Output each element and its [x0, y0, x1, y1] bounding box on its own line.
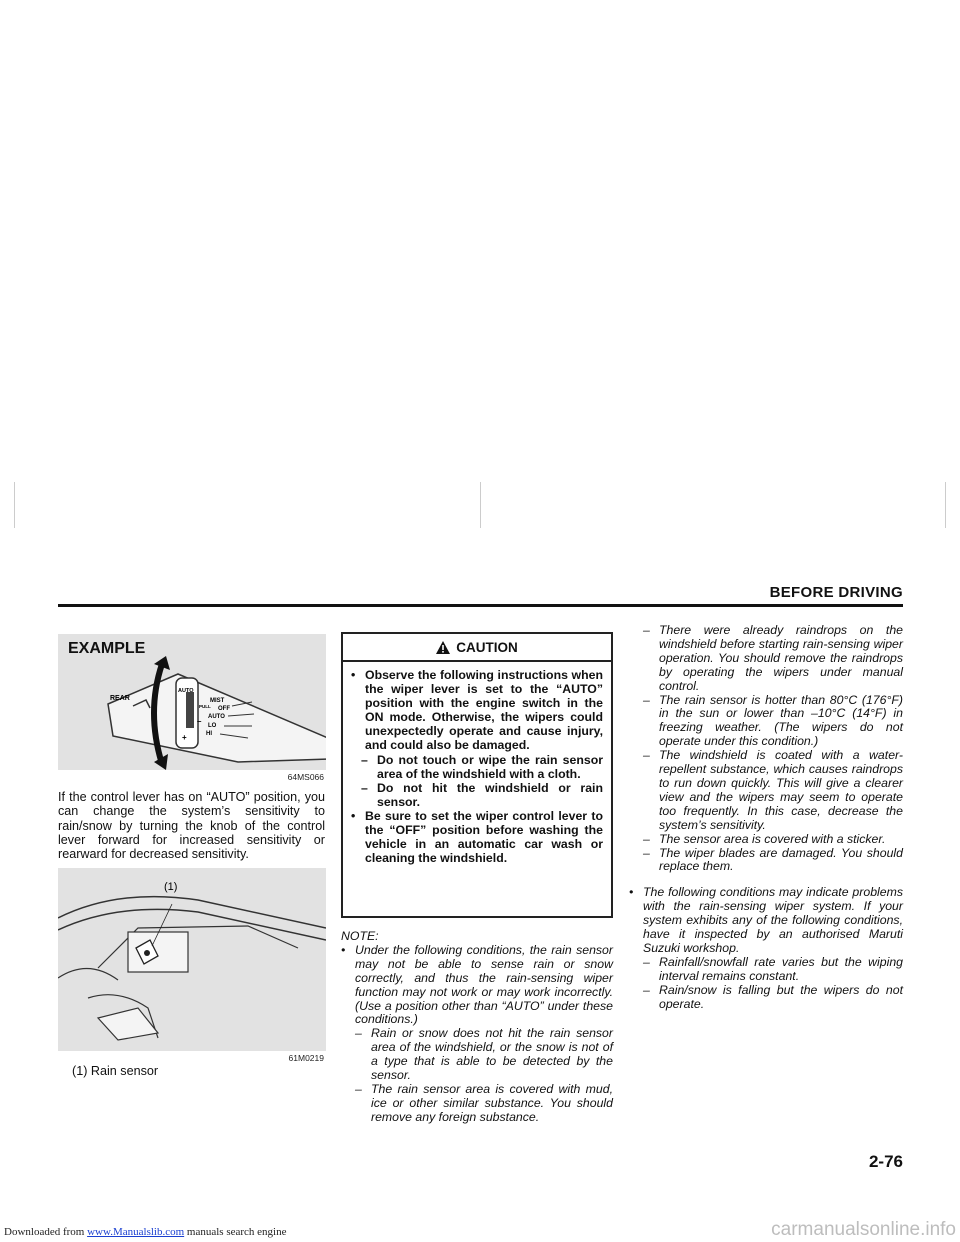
note-item: • Under the following conditions, the rain sensor may not be able to sense rain or snow correctly, and thus the rain-sensing wiper function may not work or may work incorrectly. (Use a position other than “AUTO” under these conditions.) — [341, 942, 613, 1027]
caution-item: • Be sure to set the wiper control lever to the “OFF” position before washing the vehicle in an automatic car wash or cleaning the windshield. — [351, 809, 603, 865]
note-subitem: – The windshield is coated with a water-repellent substance, which causes raindrops to run down quickly. This will give a clearer view and the wipers may seem to operate too frequently. In this case, decrease the system’s sensitivity. — [643, 748, 903, 832]
footer-suffix: manuals search engine — [184, 1226, 287, 1238]
auto-knob-label: AUTO — [178, 688, 194, 694]
rain-sensor-figure — [58, 868, 326, 1063]
note-subitem: – Rain or snow does not hit the rain sensor area of the windshield, or the snow is not of a type that is able to be detected by the sensor. — [355, 1026, 613, 1083]
crop-mark — [480, 482, 481, 528]
plus-label: + — [182, 733, 187, 742]
rear-label: REAR — [110, 695, 130, 702]
caution-body — [343, 662, 611, 865]
callout-label: (1) — [164, 881, 178, 893]
footer-prefix: Downloaded from — [4, 1226, 88, 1238]
note-subitem: – The rain sensor is hotter than 80°C (176°F) in the sun or lower than –10°C (14°F) in freezing weather. (The wipers do not operate under this condition.) — [643, 692, 903, 749]
footer — [4, 1226, 286, 1238]
caution-subitem: – Do not touch or wipe the rain sensor area of the windshield with a cloth. — [361, 753, 603, 781]
note-subitem: – The rain sensor area is covered with mud, ice or other similar substance. You should remove any foreign substance. — [355, 1081, 613, 1124]
note-label: NOTE: — [341, 929, 379, 943]
wiper-lever-illustration — [58, 634, 326, 770]
warning-triangle-icon — [436, 641, 450, 654]
note-subitem: – The sensor area is covered with a sticker. — [643, 831, 886, 846]
watermark: carmanualsonline.info — [771, 1219, 956, 1240]
caution-subitem: – Do not hit the windshield or rain sensor. — [361, 781, 603, 809]
crop-mark — [945, 482, 946, 528]
note-block — [341, 930, 613, 1125]
rain-sensor-illustration — [58, 868, 326, 1051]
auto-label: AUTO — [208, 714, 225, 720]
minus-label: – — [197, 717, 202, 726]
mist-label: MIST — [210, 698, 225, 704]
caution-box — [341, 632, 613, 918]
note-item: • The following conditions may indicate problems with the rain-sensing wiper system. If your system exhibits any of the following conditions, have it inspected by an authorised Maruti Suzuki workshop. — [629, 885, 903, 955]
body-paragraph: If the control lever has on “AUTO” position, you can change the system’s sensitivity to rain/snow by turning the knob of the control lever forward for increased sensitivity or rearward for decreased sensitivity. — [58, 790, 325, 862]
off-label: OFF — [218, 706, 230, 712]
section-title: BEFORE DRIVING — [769, 584, 903, 601]
wiper-lever-figure — [58, 634, 326, 782]
caution-header — [343, 634, 611, 662]
figure-code: 64MS066 — [287, 772, 324, 782]
pull-label: PULL — [199, 704, 211, 709]
hi-label: HI — [206, 731, 212, 737]
note-continued — [629, 624, 903, 1011]
caution-item: • Observe the following instructions when the wiper lever is set to the “AUTO” position with the engine switch in the ON mode. Otherwise, the wipers could unexpectedly operate and cause injury, and could also be damaged. — [351, 668, 603, 752]
crop-mark — [14, 482, 15, 528]
figure-code: 61M0219 — [288, 1053, 324, 1063]
note-subitem: – There were already raindrops on the windshield before starting rain-sensing wiper operation. You should remove the raindrops by operating the wipers under manual control. — [643, 623, 903, 693]
caution-title: CAUTION — [456, 639, 518, 655]
example-label: EXAMPLE — [68, 640, 146, 657]
page-number: 2-76 — [868, 1152, 903, 1171]
header-rule — [58, 604, 903, 607]
note-subitem: – Rainfall/snowfall rate varies but the wiping interval remains constant. — [643, 954, 903, 983]
lo-label: LO — [208, 723, 217, 729]
figure-caption: (1) Rain sensor — [72, 1064, 159, 1078]
note-subitem: – The wiper blades are damaged. You should replace them. — [643, 845, 903, 874]
manualslib-link[interactable]: www.Manualslib.com — [87, 1226, 185, 1238]
note-subitem: – Rain/snow is falling but the wipers do not operate. — [643, 982, 903, 1011]
